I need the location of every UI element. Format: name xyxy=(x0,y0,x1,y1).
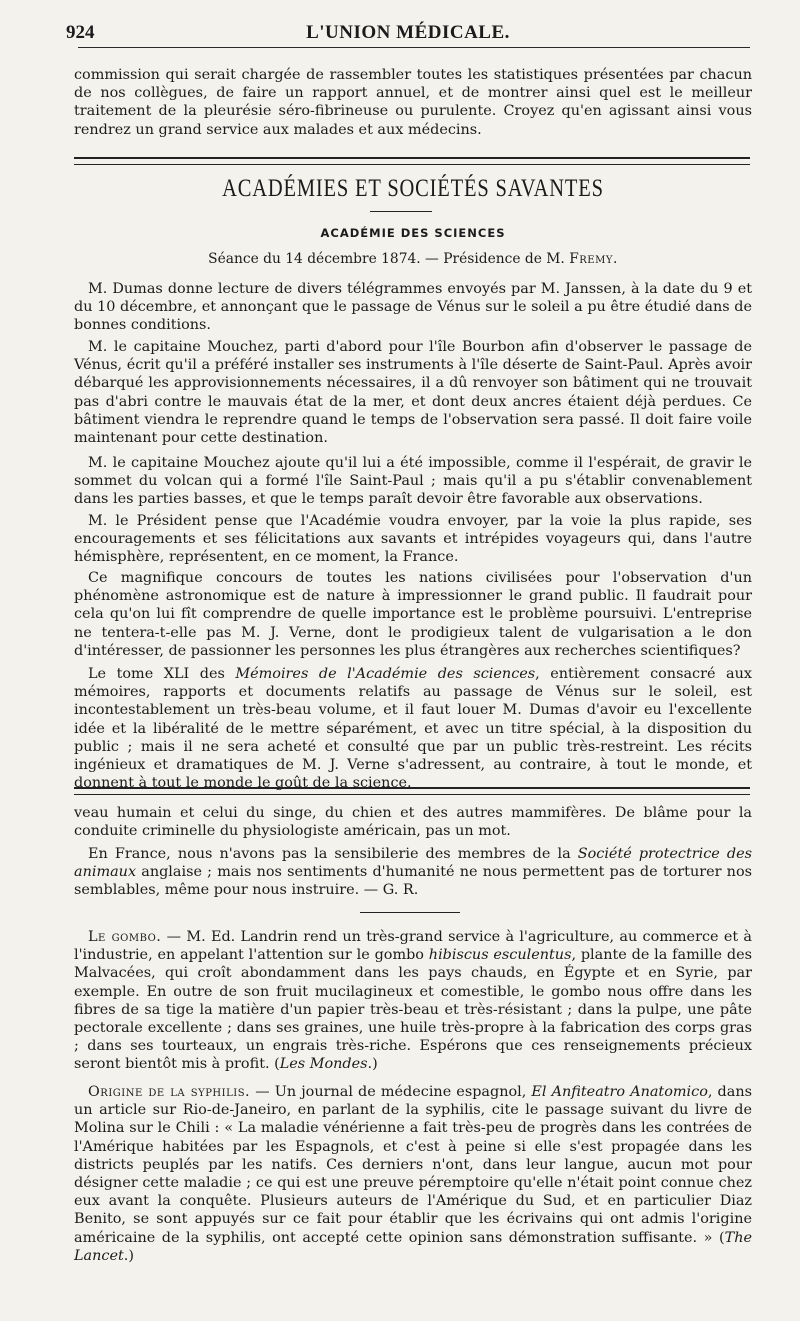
france-text-start: En France, nous n'avons pas la sensibilerie des membres de la xyxy=(88,846,578,862)
header-rule xyxy=(78,47,750,48)
section-double-rule xyxy=(74,157,750,165)
gombo-text-1: — M. Ed. Landrin rend un très-grand service à l'agriculture, au commerce et à l'industrie, en appelant l'attention sur le gombo xyxy=(74,929,752,964)
session-president: Fremy. xyxy=(569,251,618,267)
syphilis-text-2: , dans un article sur Rio-de-Janeiro, en parlant de la syphilis, cite le passage suivant du livre de Molina sur le Chili : « La maladie vénérienne a fait très-peu de progrès dans les contrées de l'Amérique habitées par les Espagnols, et c'est à peine si elle s'est propagée dans les districts peuplés par les natifs. Ces derniers n'ont, dans leur langue, aucun mot pour désigner cette maladie ; ce qui est une preuve péremptoire qu'elle n'était point connue chez eux avant la conquête. Plusieurs auteurs de l'Amérique du Sud, et en particulier Diaz Benito, se sont appuyés sur ce fait pour établir que les écrivains qui ont admis l'origine américaine de la syphilis, ont accepté cette opinion sans démonstration suffisante. » ( xyxy=(74,1084,752,1246)
academy-paragraph: M. le Président pense que l'Académie voudra envoyer, par la voie la plus rapide, ses encouragements et ses félicitations aux savants et intrépides voyageurs qui, dans l'autre hémisphère, représentent, en ce moment, la France. xyxy=(74,513,752,566)
journal-title: L'UNION MÉDICALE. xyxy=(306,22,510,43)
gombo-text-3: .) xyxy=(367,1056,378,1073)
academy-paragraph: M. le capitaine Mouchez, parti d'abord pour l'île Bourbon afin d'observer le passage de Vénus, écrit qu'il a préféré installer ses instruments à l'île déserte de Saint-Paul. Après avoir débarqué les approvisionnements nécessaires, il a dû renvoyer son bâtiment qui ne trouvait pas d'abri contre le mauvais état de la mer, et dont deux ancres étaient déjà perdues. Ce bâtiment viendra le reprendre quand le temps de l'observation sera passé. Il doit faire voile maintenant pour cette destination. xyxy=(74,339,752,447)
session-date: Séance du 14 décembre 1874. — Présidence de M. xyxy=(208,251,570,267)
section-title: ACADÉMIES ET SOCIÉTÉS SAVANTES xyxy=(222,175,604,202)
academy-paragraph: M. Dumas donne lecture de divers télégrammes envoyés par M. Janssen, à la date du 9 et du 10 décembre, et annonçant que le passage de Vénus sur le soleil a pu être étudié dans de bonnes conditions. xyxy=(74,281,752,334)
page-number: 924 xyxy=(66,22,95,43)
gombo-text-2: , plante de la famille des Malvacées, qui croît abondamment dans les pays chauds, en Égypte et en Syrie, par exemple. En outre de son fruit mucilagineux et comestible, le gombo nous offre dans les fibres de sa tige la matière d'un papier très-beau et très-résistant ; dans la pulpe, une pâte pectorale excellente ; dans ses graines, une huile très-propre à la fabrication des corps gras ; dans ses tourteaux, un engrais très-riche. Espérons que ces renseignements précieux seront bientôt mis à profit. ( xyxy=(74,947,752,1073)
separator-rule xyxy=(360,912,460,913)
gombo-heading: Le gombo. xyxy=(88,929,162,945)
gombo-species: hibiscus esculentus xyxy=(428,947,572,964)
syphilis-source: The Lancet xyxy=(74,1229,752,1264)
academy-heading: ACADÉMIE DES SCIENCES xyxy=(320,226,506,240)
gombo-source: Les Mondes xyxy=(279,1056,368,1073)
syphilis-heading: Origine de la syphilis. xyxy=(88,1084,251,1100)
syphilis-text-1: — Un journal de médecine espagnol, xyxy=(250,1084,532,1100)
continuation-paragraph: commission qui serait chargée de rassembler toutes les statistiques présentées par chacun de nos collègues, de faire un rapport annuel, et de montrer ainsi quel est le meilleur traitement de la pleurésie séro-fibrineuse ou purulente. Croyez qu'en agissant ainsi vous rendrez un grand service aux malades et aux médecins. xyxy=(74,67,752,138)
page-header xyxy=(58,20,758,46)
society-name: Société protectrice des animaux xyxy=(74,846,753,881)
syphilis-journal: El Anfiteatro Anatomico xyxy=(531,1084,708,1100)
academy-paragraph: M. le capitaine Mouchez ajoute qu'il lui a été impossible, comme il l'espérait, de gravir le sommet du volcan qui a formé l'île Saint-Paul ; mais qu'il a pu s'établir convenablement dans les parties basses, et que le temps paraît devoir être favorable aux observations. xyxy=(74,455,752,508)
memoires-text-end: , entièrement consacré aux mémoires, rapports et documents relatifs au passage de Vénus sur le soleil, est incontestablement un très-beau volume, et il faut louer M. Dumas d'avoir eu l'excellente idée et la libéralité de le mettre séparément, et avec un titre spécial, à la disposition du public ; mais il ne sera acheté et consulté que par un public très-restreint. Les récits ingénieux et dramatiques de M. J. Verne s'adressent, au contraire, à tout le monde, et donnent à tout le monde le goût de la science. xyxy=(74,666,752,792)
memoires-paragraph xyxy=(74,665,752,792)
memoires-text-start: Le tome XLI des xyxy=(88,666,236,682)
section-end-double-rule xyxy=(74,787,750,795)
session-line xyxy=(74,251,752,267)
france-paragraph xyxy=(74,845,752,900)
lower-continuation-paragraph: veau humain et celui du singe, du chien et des autres mammifères. De blâme pour la conduite criminelle du physiologiste américain, pas un mot. xyxy=(74,805,752,840)
memoires-title: Mémoires de l'Académie des sciences xyxy=(235,666,536,682)
academy-paragraph: Ce magnifique concours de toutes les nations civilisées pour l'observation d'un phénomène astronomique est de nature à impressionner le grand public. Il faudrait pour cela qu'on lui fît comprendre de quelle importance est le problème poursuivi. L'entreprise ne tentera-t-elle pas M. J. Verne, dont le prodigieux talent de vulgarisation a le don d'intéresser, de passionner les personnes les plus étrangères aux recherches scientifiques? xyxy=(74,570,752,659)
title-underline xyxy=(370,211,432,212)
syphilis-text-3: .) xyxy=(123,1247,134,1264)
france-text-end: anglaise ; mais nos sentiments d'humanité ne nous permettent pas de torturer nos semblables, même pour nous instruire. — G. R. xyxy=(74,864,752,899)
syphilis-paragraph xyxy=(74,1083,752,1265)
gombo-paragraph xyxy=(74,928,752,1074)
